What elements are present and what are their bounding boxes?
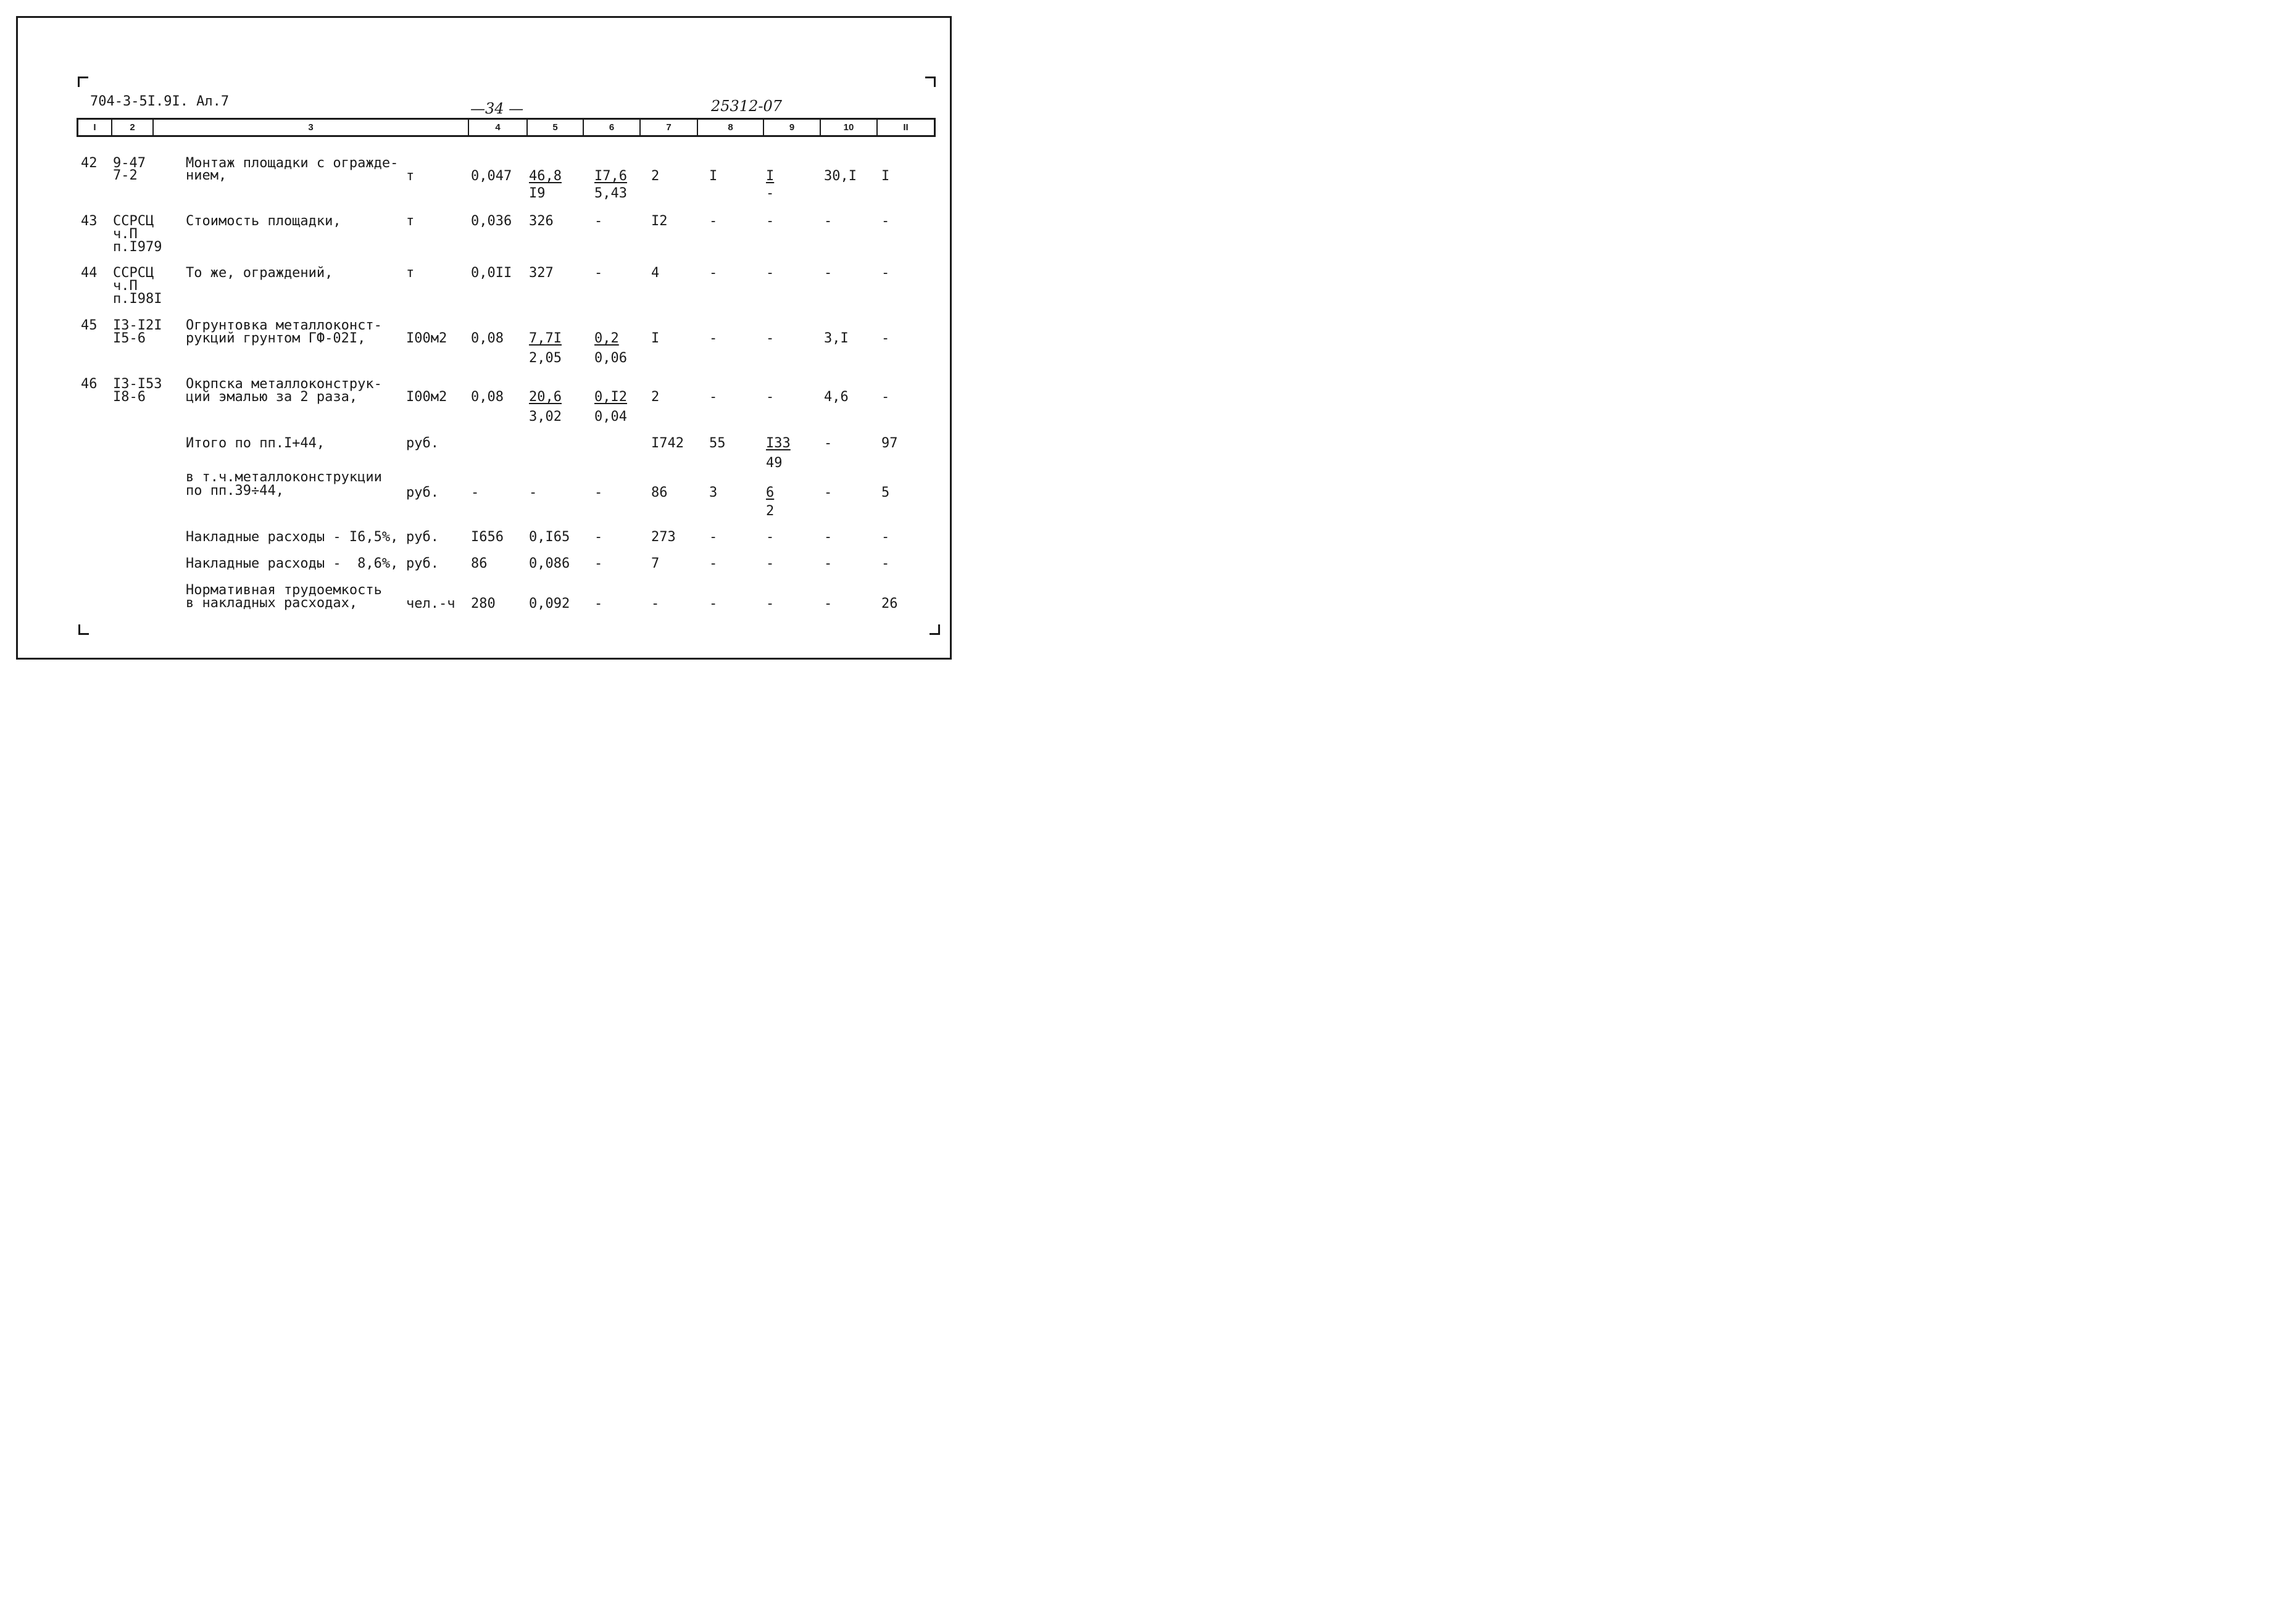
cell-col5: 0,I65 (529, 529, 570, 545)
column-header: I (93, 122, 96, 133)
cell-col10: - (824, 436, 833, 451)
column-header: 5 (526, 120, 583, 135)
quantity: - (471, 485, 480, 500)
row-number: 43 (81, 213, 98, 229)
row-number: 42 (81, 155, 98, 171)
row-number: 45 (81, 318, 98, 333)
column-header: 8 (697, 120, 763, 135)
cell-col6-sub: 0,04 (594, 409, 627, 425)
unit: т (406, 265, 415, 281)
cell-col10: 4,6 (824, 389, 849, 405)
cell-col7: 2 (651, 389, 660, 405)
column-header: 9 (763, 120, 820, 135)
norm-code: I8-6 (113, 389, 146, 405)
corner-mark-top-left (78, 77, 88, 87)
cell-col6: - (594, 556, 603, 571)
column-header: 6 (583, 120, 639, 135)
work-description: Итого по пп.I+44, (186, 436, 325, 451)
cell-col9: - (766, 389, 775, 405)
cell-col6-sub: 0,06 (594, 350, 627, 366)
cell-col8: - (709, 213, 718, 229)
corner-mark-bottom-left (78, 624, 89, 635)
cell-col10: - (824, 596, 833, 611)
unit: руб. (406, 529, 439, 545)
cell-col6: - (594, 596, 603, 611)
cell-col5: 0,086 (529, 556, 570, 571)
cell-col5: - (529, 485, 538, 500)
column-header: 10 (820, 120, 876, 135)
work-description: Накладные расходы - 8,6%, (186, 556, 399, 571)
cell-col11: - (881, 331, 890, 346)
quantity: I656 (471, 529, 504, 545)
cell-col7: - (651, 596, 660, 611)
column-header: 4 (468, 120, 526, 135)
cell-col6-sub: 5,43 (594, 186, 627, 201)
norm-code: I5-6 (113, 331, 146, 346)
work-description: Стоимость площадки, (186, 213, 341, 229)
cell-col5: 327 (529, 265, 554, 281)
unit: руб. (406, 436, 439, 451)
cell-col8: - (709, 529, 718, 545)
column-header: II (876, 120, 934, 135)
cell-col8: I (709, 168, 718, 184)
norm-code: 7-2 (113, 168, 138, 183)
work-description: в накладных расходах, (186, 595, 358, 611)
norm-code: ч.П (113, 278, 138, 294)
norm-code: I3-I53 (113, 376, 162, 392)
cell-col7: 7 (651, 556, 660, 571)
work-description: рукций грунтом ГФ-02I, (186, 331, 366, 346)
cell-col5-sub: 3,02 (529, 409, 562, 425)
cell-col11: - (881, 556, 890, 571)
cell-col10: - (824, 529, 833, 545)
work-description: Накладные расходы - I6,5%, (186, 529, 399, 545)
cell-col9: - (766, 556, 775, 571)
quantity: 0,036 (471, 213, 512, 229)
cell-col7: 273 (651, 529, 676, 545)
work-description: нием, (186, 168, 227, 183)
cell-col7: I2 (651, 213, 668, 229)
unit: т (406, 168, 415, 184)
cell-col5: 0,092 (529, 596, 570, 611)
cell-col11: I (881, 168, 890, 184)
cell-col11: - (881, 389, 890, 405)
unit: I00м2 (406, 331, 447, 346)
work-description: в т.ч.металлоконструкции (186, 470, 382, 485)
column-header: 7 (639, 120, 697, 135)
unit: руб. (406, 556, 439, 571)
cell-col8: - (709, 331, 718, 346)
cell-col8: - (709, 556, 718, 571)
cell-col5-sub: 2,05 (529, 350, 562, 366)
cell-col10: 30,I (824, 168, 857, 184)
cell-col11: 26 (881, 596, 898, 611)
cell-col11: 97 (881, 436, 898, 451)
cell-col8: - (709, 596, 718, 611)
norm-code: ч.П (113, 226, 138, 242)
work-description: Монтаж площадки с огражде- (186, 155, 399, 171)
cell-col5: 46,8 (529, 168, 562, 184)
cell-col11: 5 (881, 485, 890, 500)
cell-col9-sub: - (766, 186, 775, 201)
cell-col11: - (881, 265, 890, 281)
cell-col6: I7,6 (594, 168, 627, 184)
quantity: 0,08 (471, 389, 504, 405)
norm-code: п.I98I (113, 291, 162, 307)
cell-col9-sub: 49 (766, 455, 783, 471)
norm-code: ССРСЦ (113, 213, 154, 229)
cell-col9-sub: 2 (766, 503, 775, 519)
column-header: 2 (111, 120, 152, 135)
cell-col8: 3 (709, 485, 718, 500)
unit: чел.-ч (406, 596, 455, 611)
cell-col7: 2 (651, 168, 660, 184)
cell-col8: - (709, 389, 718, 405)
page-number: —34 — (470, 100, 524, 117)
work-description: То же, ограждений, (186, 265, 333, 281)
quantity: 0,0II (471, 265, 512, 281)
cell-col6: - (594, 213, 603, 229)
column-header-row (77, 118, 936, 137)
norm-code: ССРСЦ (113, 265, 154, 281)
cell-col8: - (709, 265, 718, 281)
corner-mark-bottom-right (930, 624, 940, 635)
cell-col9: - (766, 596, 775, 611)
cell-col10: - (824, 556, 833, 571)
cell-col9: I (766, 168, 775, 184)
cell-col5: 7,7I (529, 331, 562, 346)
cell-col11: - (881, 529, 890, 545)
norm-code: 9-47 (113, 155, 146, 171)
cell-col9: I33 (766, 436, 791, 451)
work-description: Огрунтовка металлоконст- (186, 318, 382, 333)
cell-col9: - (766, 331, 775, 346)
cell-col5: 326 (529, 213, 554, 229)
cell-col6: - (594, 529, 603, 545)
cell-col6: 0,I2 (594, 389, 627, 405)
cell-col7: I (651, 331, 660, 346)
quantity: 280 (471, 596, 496, 611)
cell-col5: 20,6 (529, 389, 562, 405)
norm-code: I3-I2I (113, 318, 162, 333)
work-description: Нормативная трудоемкость (186, 582, 382, 598)
cell-col10: - (824, 485, 833, 500)
work-description: ций эмалью за 2 раза, (186, 389, 358, 405)
quantity: 0,047 (471, 168, 512, 184)
cell-col9: - (766, 265, 775, 281)
unit: руб. (406, 485, 439, 500)
cell-col7: 4 (651, 265, 660, 281)
cell-col11: - (881, 213, 890, 229)
quantity: 0,08 (471, 331, 504, 346)
norm-code: п.I979 (113, 239, 162, 255)
row-number: 44 (81, 265, 98, 281)
cell-col9: - (766, 213, 775, 229)
quantity: 86 (471, 556, 488, 571)
work-description: Окрпска металлоконструк- (186, 376, 382, 392)
cell-col5-sub: I9 (529, 186, 546, 201)
cell-col6: - (594, 485, 603, 500)
row-number: 46 (81, 376, 98, 392)
cell-col7: 86 (651, 485, 668, 500)
stamp-number: 25312-07 (711, 97, 782, 115)
cell-col10: - (824, 265, 833, 281)
cell-col7: I742 (651, 436, 684, 451)
cell-col10: - (824, 213, 833, 229)
cell-col8: 55 (709, 436, 726, 451)
corner-mark-top-right (925, 77, 936, 87)
cell-col6: - (594, 265, 603, 281)
cell-col10: 3,I (824, 331, 849, 346)
unit: т (406, 213, 415, 229)
cell-col9: - (766, 529, 775, 545)
work-description: по пп.39÷44, (186, 483, 284, 499)
cell-col9: 6 (766, 485, 775, 500)
document-code: 704-3-5I.9I. Ал.7 (90, 94, 230, 109)
cell-col6: 0,2 (594, 331, 619, 346)
column-header: 3 (152, 120, 468, 135)
unit: I00м2 (406, 389, 447, 405)
